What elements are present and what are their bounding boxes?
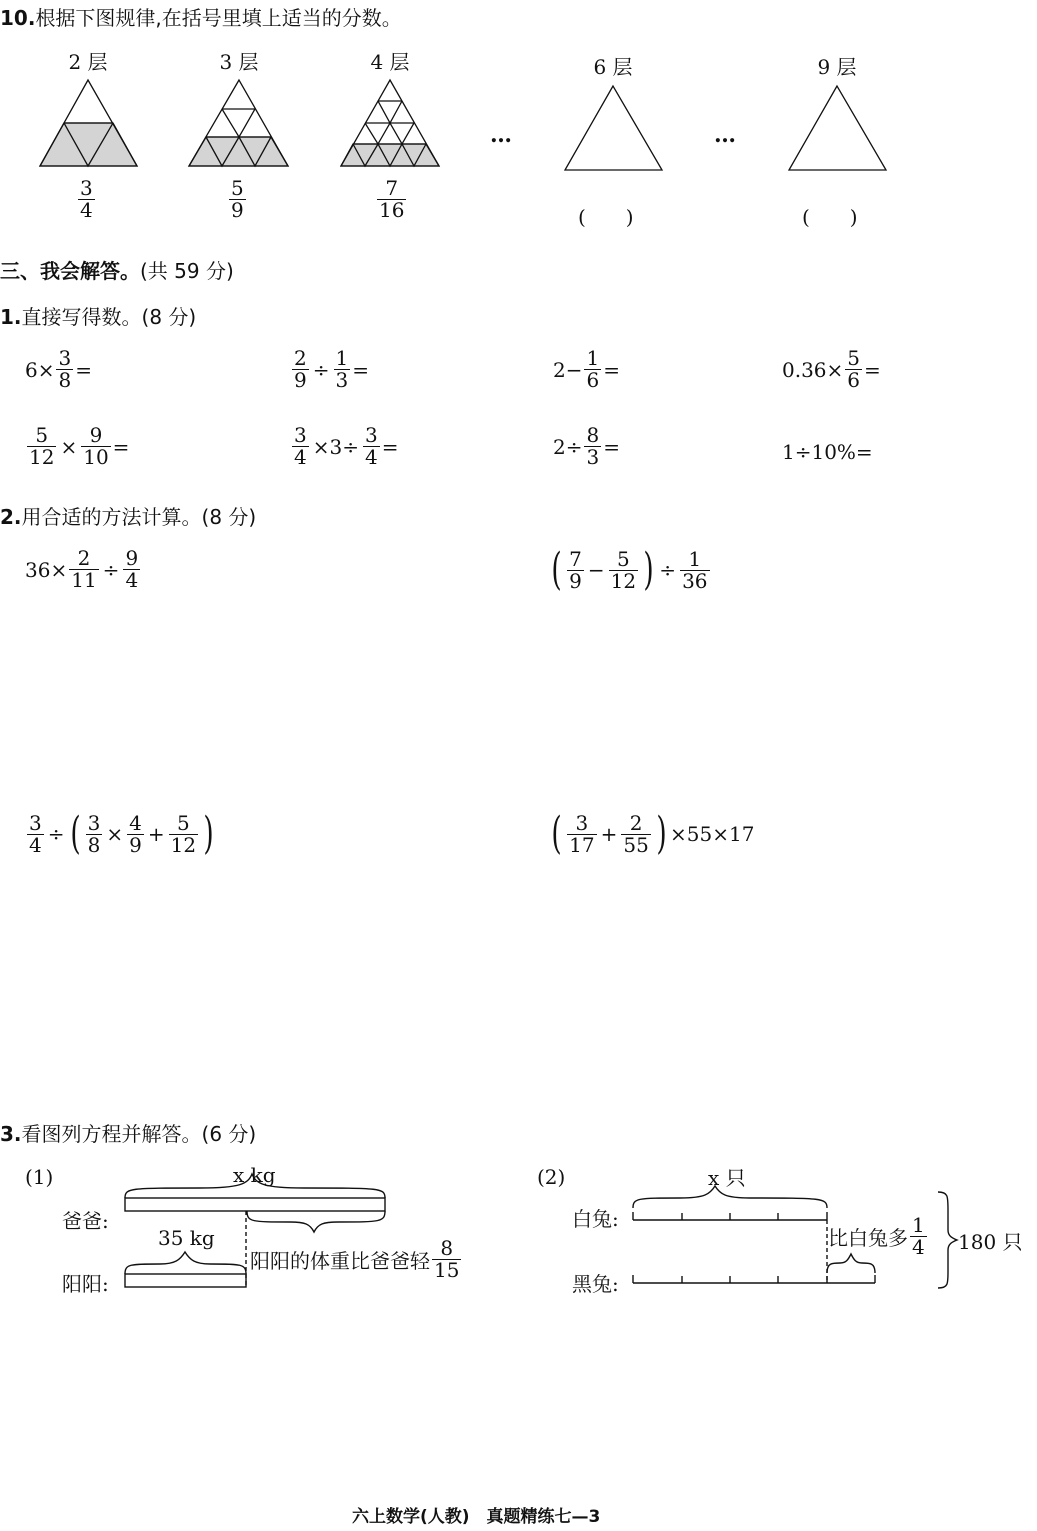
weight-35kg-label: 35 kg — [158, 1226, 215, 1250]
q1-item-f: $\frac{3}{4}$ ×3÷ $\frac{3}{4}$ = — [294, 423, 399, 469]
section3-title: 三、我会解答。 — [0, 259, 140, 283]
q1-item-a: 6× $\frac{3}{8}$ = — [25, 346, 92, 392]
q1-item-e: $\frac{5}{12}$ × $\frac{9}{10}$ = — [29, 423, 130, 469]
diagram2-top-label: x 只 — [708, 1166, 746, 1190]
layer-label-3: 3 层 — [219, 50, 259, 74]
q10-text: 根据下图规律,在括号里填上适当的分数。 — [35, 6, 402, 30]
35kg-brace — [125, 1252, 246, 1274]
white-rabbit-label: 白兔: — [572, 1207, 619, 1231]
diagram2-label: (2) — [537, 1165, 566, 1189]
left-paren-icon: ( — [69, 808, 81, 859]
q1-item-d: 0.36× $\frac{5}{6}$ = — [782, 346, 881, 392]
dad-bar — [125, 1198, 385, 1211]
triangle-2-layers — [40, 80, 137, 166]
extra-brace — [827, 1254, 875, 1273]
section3-heading — [0, 255, 234, 284]
total-brace — [938, 1192, 957, 1288]
fraction-2-layers: $\frac{3}{4}$ — [80, 176, 93, 222]
left-paren-icon: ( — [551, 808, 562, 859]
x-kg-brace — [125, 1174, 385, 1198]
ellipsis-2: … — [714, 122, 737, 148]
x-only-brace — [633, 1186, 827, 1208]
diagram1-note: 阳阳的体重比爸爸轻 $\frac{8}{15}$ — [250, 1236, 460, 1282]
triangle-4-layers — [341, 80, 439, 166]
q2-expression-3: $\frac{3}{4}$ ÷ ( $\frac{3}{8}$ × $\frac{4}{9}$ + $\frac{5}{12}$ ) — [29, 808, 214, 859]
black-rabbit-label: 黑兔: — [572, 1272, 619, 1296]
right-paren-icon: ) — [643, 544, 654, 595]
q1-title: 1.直接写得数。(8 分) — [0, 305, 197, 329]
total-180-label: 180 只 — [958, 1230, 1023, 1254]
q10-number: 10. — [0, 6, 36, 30]
q2-expression-2: ( $\frac{7}{9}$ − $\frac{5}{12}$ ) ÷ $\frac{1}{36}$ — [551, 544, 708, 595]
layer-label-6: 6 层 — [593, 55, 633, 79]
triangle-3-layers — [189, 80, 288, 166]
answer-blank-6-layers[interactable]: ( ) — [578, 205, 634, 229]
answer-blank-9-layers[interactable]: ( ) — [802, 205, 858, 229]
q2-expression-4: ( $\frac{3}{17}$ + $\frac{2}{55}$ ) ×55×17 — [551, 808, 755, 859]
layer-label-4: 4 层 — [370, 50, 410, 74]
diagram1-top-label: x kg — [233, 1163, 276, 1187]
q2-expression-1: 36× $\frac{2}{11}$ ÷ $\frac{9}{4}$ — [25, 546, 139, 592]
fraction-3-layers: $\frac{5}{9}$ — [231, 176, 244, 222]
diagram2-note: 比白兔多 $\frac{1}{4}$ — [828, 1213, 925, 1259]
right-paren-icon: ) — [656, 808, 667, 859]
q1-item-b: $\frac{2}{9}$ ÷ $\frac{1}{3}$ = — [294, 346, 369, 392]
triangle-9-layers — [789, 86, 886, 170]
q3-title: 3.看图列方程并解答。(6 分) — [0, 1122, 257, 1146]
q2-title: 2.用合适的方法计算。(8 分) — [0, 505, 257, 529]
yangyang-label: 阳阳: — [62, 1272, 109, 1296]
page-footer: 六上数学(人教) 真题精练七—3 — [352, 1507, 601, 1527]
layer-label-9: 9 层 — [817, 55, 857, 79]
section3-points: (共 59 分) — [140, 259, 234, 283]
triangle-pattern-figure — [0, 0, 1037, 240]
ellipsis-1: … — [490, 122, 513, 148]
q1-item-g: 2÷ $\frac{8}{3}$ = — [553, 423, 620, 469]
diagram2-lines — [520, 1150, 1037, 1300]
triangle-6-layers — [565, 86, 662, 170]
yangyang-bar — [125, 1274, 246, 1287]
lighter-brace — [247, 1211, 385, 1232]
q1-item-c: 2− $\frac{1}{6}$ = — [553, 346, 620, 392]
layer-label-2: 2 层 — [68, 50, 108, 74]
right-paren-icon: ) — [203, 808, 214, 859]
diagram1-lines — [0, 1150, 520, 1300]
left-paren-icon: ( — [551, 544, 562, 595]
q1-item-h: 1÷10%= — [782, 440, 873, 464]
diagram1-label: (1) — [25, 1165, 54, 1189]
dad-label: 爸爸: — [62, 1209, 109, 1233]
fraction-4-layers: $\frac{7}{16}$ — [379, 176, 405, 222]
